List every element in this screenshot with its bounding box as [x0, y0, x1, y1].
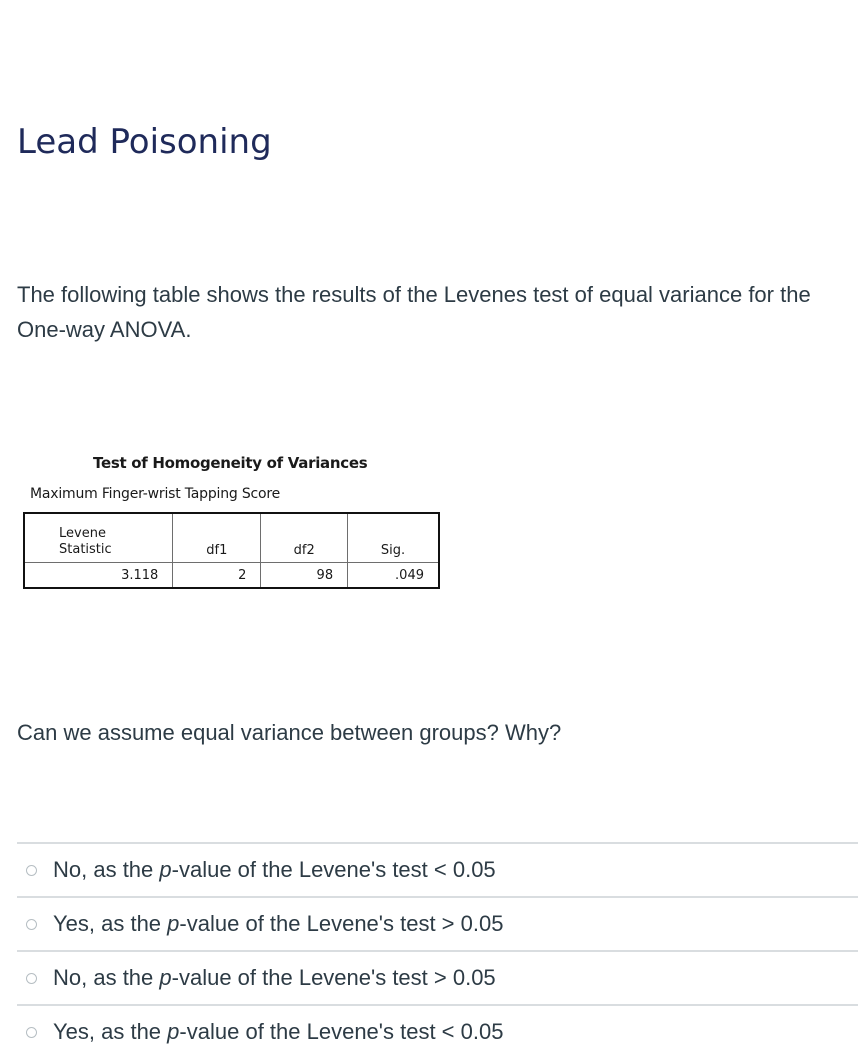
answer-option-2[interactable]: [17, 896, 858, 950]
cell-levene-statistic: 3.118: [24, 563, 173, 589]
answer-suffix: -value of the Levene's test < 0.05: [171, 857, 496, 882]
answer-italic: p: [167, 911, 180, 936]
page-title: Lead Poisoning: [17, 122, 272, 162]
answer-italic: p: [167, 1019, 180, 1044]
answer-suffix: -value of the Levene's test < 0.05: [179, 1019, 504, 1044]
answer-prefix: Yes, as the: [53, 1019, 168, 1044]
answer-list: [17, 842, 858, 1058]
header-sig: Sig.: [348, 513, 439, 563]
answer-prefix: No, as the: [53, 965, 160, 990]
table-row: [24, 563, 439, 589]
answer-label: [53, 1019, 503, 1045]
levene-table: [23, 512, 440, 589]
header-levene-line1: Levene: [59, 526, 106, 541]
cell-sig: .049: [348, 563, 439, 589]
header-df1: df1: [173, 513, 261, 563]
answer-option-4[interactable]: [17, 1004, 858, 1058]
answer-label: [53, 857, 496, 883]
radio-button-icon[interactable]: [26, 865, 37, 876]
intro-text: The following table shows the results of the Levenes test of equal variance for the One-way ANOVA.: [17, 282, 811, 342]
answer-italic: p: [159, 857, 172, 882]
header-levene-line2: Statistic: [59, 542, 112, 557]
radio-button-icon[interactable]: [26, 1027, 37, 1038]
answer-prefix: Yes, as the: [53, 911, 168, 936]
table-title: Test of Homogeneity of Variances: [93, 454, 368, 472]
cell-df2: 98: [261, 563, 348, 589]
answer-italic: p: [159, 965, 172, 990]
table-subtitle: Maximum Finger-wrist Tapping Score: [30, 486, 281, 502]
header-df2: df2: [261, 513, 348, 563]
answer-label: [53, 911, 503, 937]
answer-option-3[interactable]: [17, 950, 858, 1004]
question-text: Can we assume equal variance between groups? Why?: [17, 720, 562, 745]
header-levene-statistic: [24, 513, 173, 563]
radio-button-icon[interactable]: [26, 973, 37, 984]
answer-label: [53, 965, 496, 991]
answer-option-1[interactable]: [17, 842, 858, 896]
answer-suffix: -value of the Levene's test > 0.05: [179, 911, 504, 936]
answer-prefix: No, as the: [53, 857, 160, 882]
cell-df1: 2: [173, 563, 261, 589]
radio-button-icon[interactable]: [26, 919, 37, 930]
answer-suffix: -value of the Levene's test > 0.05: [171, 965, 496, 990]
table-header-row: [24, 513, 439, 563]
